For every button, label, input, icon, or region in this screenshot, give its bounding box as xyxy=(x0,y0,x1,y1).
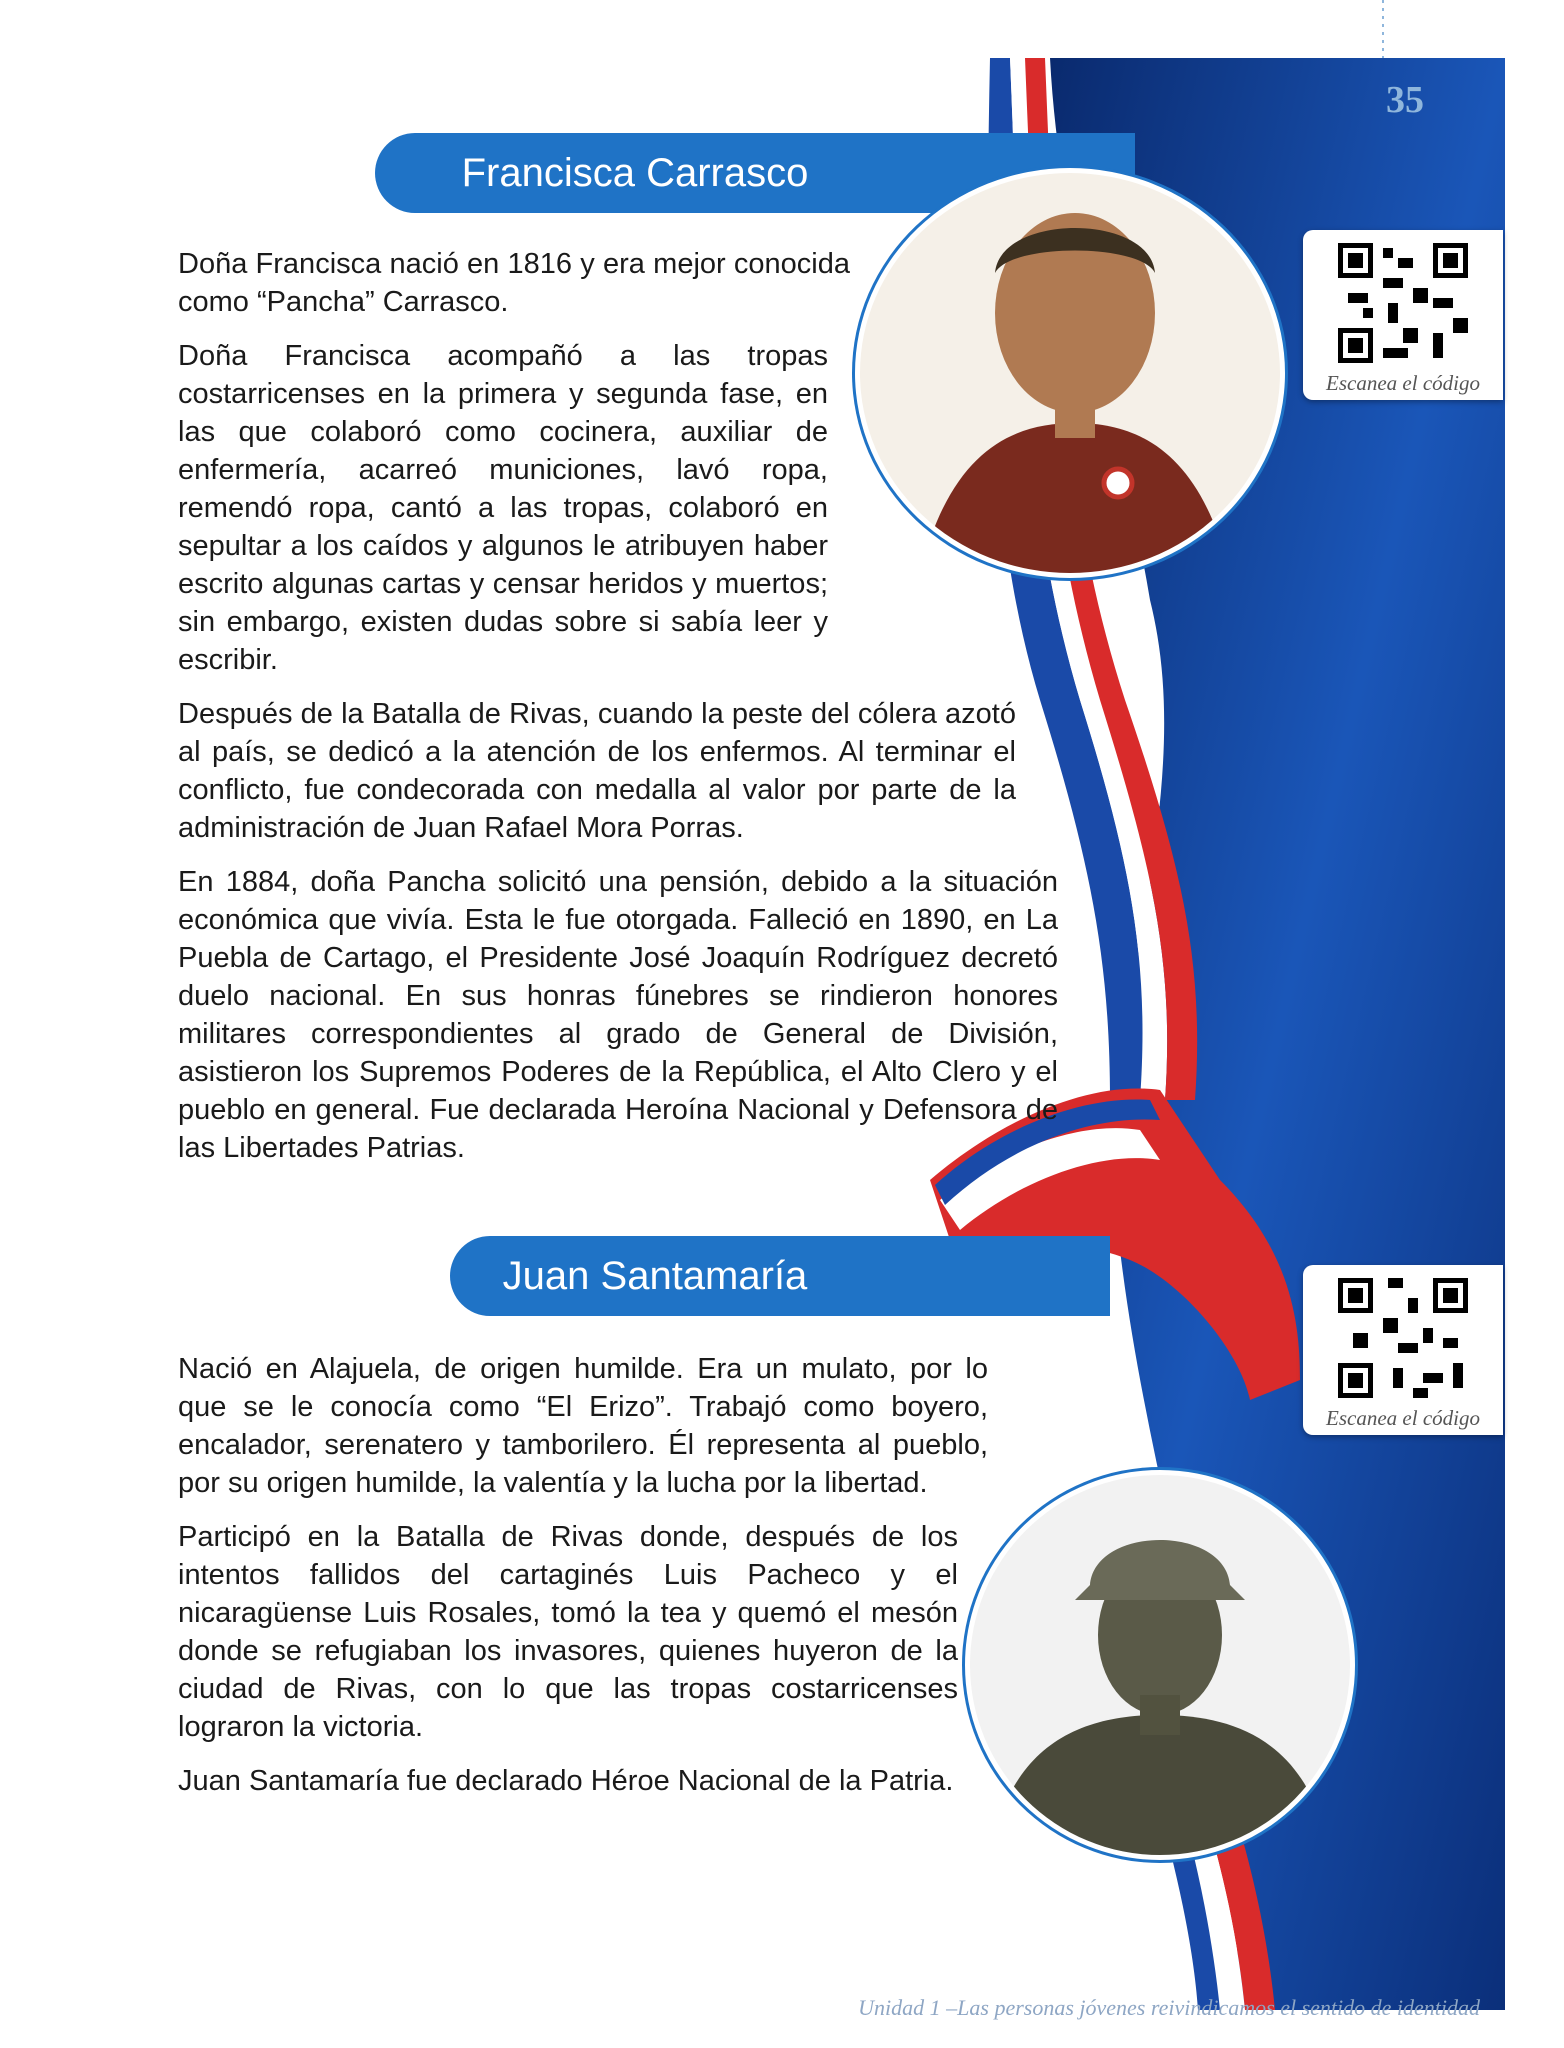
paragraph: Doña Francisca nació en 1816 y era mejor conocida como “Pancha” Carrasco. xyxy=(178,248,850,318)
bio-juan xyxy=(178,1350,988,1816)
qr-code-card[interactable] xyxy=(1303,1265,1503,1435)
paragraph: Doña Francisca acompañó a las tropas costarricenses en la primera y segunda fase, en las que colaboró como cocinera, auxiliar de enfermería, acarreó municiones, lavó ropa, remendó ropa, cantó a las tropas, colaboró en sepultar a los caídos y algunos le atribuyen haber escrito algunas cartas y censar heridos y muertos; sin embargo, existen dudas sobre si sabía leer y escribir. xyxy=(178,340,828,676)
section-title-juan: Juan Santamaría xyxy=(450,1236,1110,1316)
qr-caption: Escanea el código xyxy=(1326,371,1480,395)
statue-bust-icon xyxy=(970,1475,1350,1855)
section-title-francisca: Francisca Carrasco xyxy=(375,133,1135,213)
paragraph: En 1884, doña Pancha solicitó una pensión, debido a la situación económica que vivía. Esta le fue otorgada. Falleció en 1890, en La Puebla de Cartago, el Presidente José Joaquín Rodríguez decretó duelo nacional. En sus honras fúnebres se rindieron honores militares correspondientes al grado de General de División, asistieron los Supremos Poderes de la República, el Alto Clero y el pueblo en general. Fue declarada Heroína Nacional y Defensora de las Libertades Patrias. xyxy=(178,866,1058,1164)
page-number: 35 xyxy=(1386,79,1424,121)
qr-code-icon xyxy=(1333,238,1473,368)
qr-caption: Escanea el código xyxy=(1326,1406,1480,1430)
qr-code-card[interactable] xyxy=(1303,230,1503,400)
statue-juan-santamaria xyxy=(965,1470,1355,1860)
bio-francisca xyxy=(178,245,1078,1183)
paragraph: Juan Santamaría fue declarado Héroe Nacional de la Patria. xyxy=(178,1765,954,1797)
footer-unit-title: Unidad 1 –Las personas jóvenes reivindicamos el sentido de identidad xyxy=(858,1995,1480,2020)
qr-code-icon xyxy=(1333,1273,1473,1403)
paragraph: Participó en la Batalla de Rivas donde, después de los intentos fallidos del cartaginés Luis Pacheco y el nicaragüense Luis Rosales, tomó la tea y quemó el mesón donde se refugiaban los invasores, quienes huyeron de la ciudad de Rivas, con lo que las tropas costarricenses lograron la victoria. xyxy=(178,1521,958,1743)
paragraph: Después de la Batalla de Rivas, cuando la peste del cólera azotó al país, se dedicó a la atención de los enfermos. Al terminar el conflicto, fue condecorada con medalla al valor por parte de la administración de Juan Rafael Mora Porras. xyxy=(178,698,1016,844)
paragraph: Nació en Alajuela, de origen humilde. Era un mulato, por lo que se le conocía como “El Erizo”. Trabajó como boyero, encalador, serenatero y tamborilero. Él representa al pueblo, por su origen humilde, la valentía y la lucha por la libertad. xyxy=(178,1353,988,1499)
